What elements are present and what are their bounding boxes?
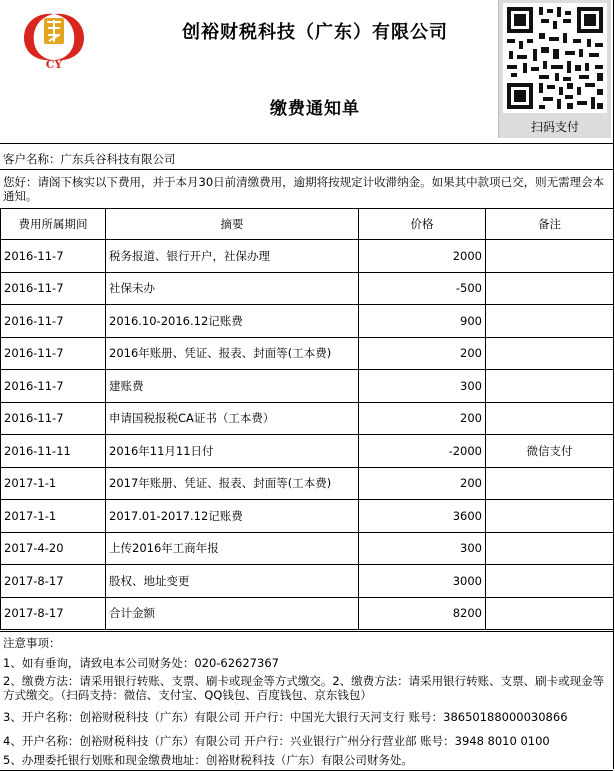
- notes-line: 2、缴费方法：请采用银行转账、支票、刷卡或现金等方式缴交。2、缴费方法：请采用银行转账、支票、刷卡或现金等方式缴交。（扫码支持：微信、支付宝、QQ钱包、百度钱包、京东钱包）: [3, 674, 605, 702]
- cell-note: 微信支付: [486, 435, 614, 468]
- cell-summary: 2016.10-2016.12记账费: [106, 305, 359, 338]
- table-row: [1, 500, 614, 533]
- cell-summary: 合计金额: [106, 597, 359, 630]
- cell-note: [486, 272, 614, 305]
- cell-summary: 2017年账册、凭证、报表、封面等(工本费): [106, 467, 359, 500]
- cell-period: 2016-11-11: [1, 435, 106, 468]
- header: [0, 0, 613, 143]
- cell-period: 2017-4-20: [1, 532, 106, 565]
- notes-line: 4、开户名称：创裕财税科技（广东）有限公司 开户行：兴业银行广州分行营业部 账号：3948 8010 0100: [3, 734, 550, 748]
- header-summary: 摘要: [106, 209, 359, 240]
- customer-name: 客户名称：广东兵谷科技有限公司: [3, 152, 176, 166]
- cell-summary: 建账费: [106, 370, 359, 403]
- cell-note: [486, 467, 614, 500]
- qr-payment-box[interactable]: [498, 0, 611, 138]
- cell-period: 2016-11-7: [1, 370, 106, 403]
- cell-period: 2016-11-7: [1, 240, 106, 273]
- header-price: 价格: [359, 209, 486, 240]
- cell-note: [486, 532, 614, 565]
- cell-summary: 申请国税报税CA证书（工本费）: [106, 402, 359, 435]
- table-row: [1, 240, 614, 273]
- cell-price: 300: [359, 532, 486, 565]
- notes-line: 3、开户名称：创裕财税科技（广东）有限公司 开户行：中国光大银行天河支行 账号：38650188000030866: [3, 710, 568, 724]
- divider: [0, 169, 613, 170]
- cell-note: [486, 370, 614, 403]
- cell-summary: 社保未办: [106, 272, 359, 305]
- cell-period: 2016-11-7: [1, 337, 106, 370]
- cell-note: [486, 597, 614, 630]
- table-row: [1, 272, 614, 305]
- cell-note: [486, 402, 614, 435]
- header-period: 费用所属期间: [1, 209, 106, 240]
- cell-note: [486, 305, 614, 338]
- cell-period: 2017-8-17: [1, 597, 106, 630]
- cell-period: 2016-11-7: [1, 272, 106, 305]
- cell-period: 2017-1-1: [1, 467, 106, 500]
- cell-price: 8200: [359, 597, 486, 630]
- cell-price: 200: [359, 337, 486, 370]
- table-row: [1, 370, 614, 403]
- logo-letters: CY: [45, 58, 63, 70]
- cell-summary: 2017.01-2017.12记账费: [106, 500, 359, 533]
- document-title: 缴费通知单: [270, 99, 360, 119]
- cell-price: 3600: [359, 500, 486, 533]
- cell-note: [486, 337, 614, 370]
- table-row: [1, 532, 614, 565]
- cell-summary: 2016年11月11日付: [106, 435, 359, 468]
- table-header-row: [1, 209, 614, 240]
- table-row: [1, 467, 614, 500]
- cell-period: 2017-1-1: [1, 500, 106, 533]
- notes-line: 5、办理委托银行划账和现金缴费地址：创裕财税科技（广东）有限公司财务处。: [3, 753, 413, 767]
- cell-summary: 税务报道、银行开户，社保办理: [106, 240, 359, 273]
- company-name: 创裕财税科技（广东）有限公司: [182, 22, 448, 43]
- cell-price: 300: [359, 370, 486, 403]
- notes-title: 注意事项：: [3, 636, 61, 650]
- table-row: [1, 337, 614, 370]
- greeting-text: 您好：请阁下核实以下费用，并于本月30日前清缴费用，逾期将按规定计收滞纳金。如果其中款项已交，则无需理会本通知。: [3, 175, 605, 203]
- cell-period: 2016-11-7: [1, 402, 106, 435]
- table-row-total: [1, 597, 614, 630]
- cell-price: 200: [359, 402, 486, 435]
- cell-summary: 股权、地址变更: [106, 565, 359, 598]
- cell-note: [486, 240, 614, 273]
- cell-price: 3000: [359, 565, 486, 598]
- cell-price: 2000: [359, 240, 486, 273]
- company-logo: [18, 8, 90, 70]
- cell-summary: 2016年账册、凭证、报表、封面等(工本费): [106, 337, 359, 370]
- cell-price: -500: [359, 272, 486, 305]
- cell-note: [486, 500, 614, 533]
- cell-price: 900: [359, 305, 486, 338]
- cell-price: -2000: [359, 435, 486, 468]
- table-row: [1, 402, 614, 435]
- cell-period: 2016-11-7: [1, 305, 106, 338]
- notes-section: [0, 631, 613, 771]
- notes-line: 1、如有垂询，请致电本公司财务处：020-62627367: [3, 656, 279, 670]
- fee-table: [0, 208, 614, 630]
- cell-period: 2017-8-17: [1, 565, 106, 598]
- table-row: [1, 305, 614, 338]
- cell-summary: 上传2016年工商年报: [106, 532, 359, 565]
- header-note: 备注: [486, 209, 614, 240]
- qr-code-icon[interactable]: [503, 3, 607, 113]
- table-row: [1, 565, 614, 598]
- cell-price: 200: [359, 467, 486, 500]
- divider: [0, 143, 613, 144]
- cell-note: [486, 565, 614, 598]
- qr-scan-label: 扫码支付: [530, 120, 579, 134]
- table-row: [1, 435, 614, 468]
